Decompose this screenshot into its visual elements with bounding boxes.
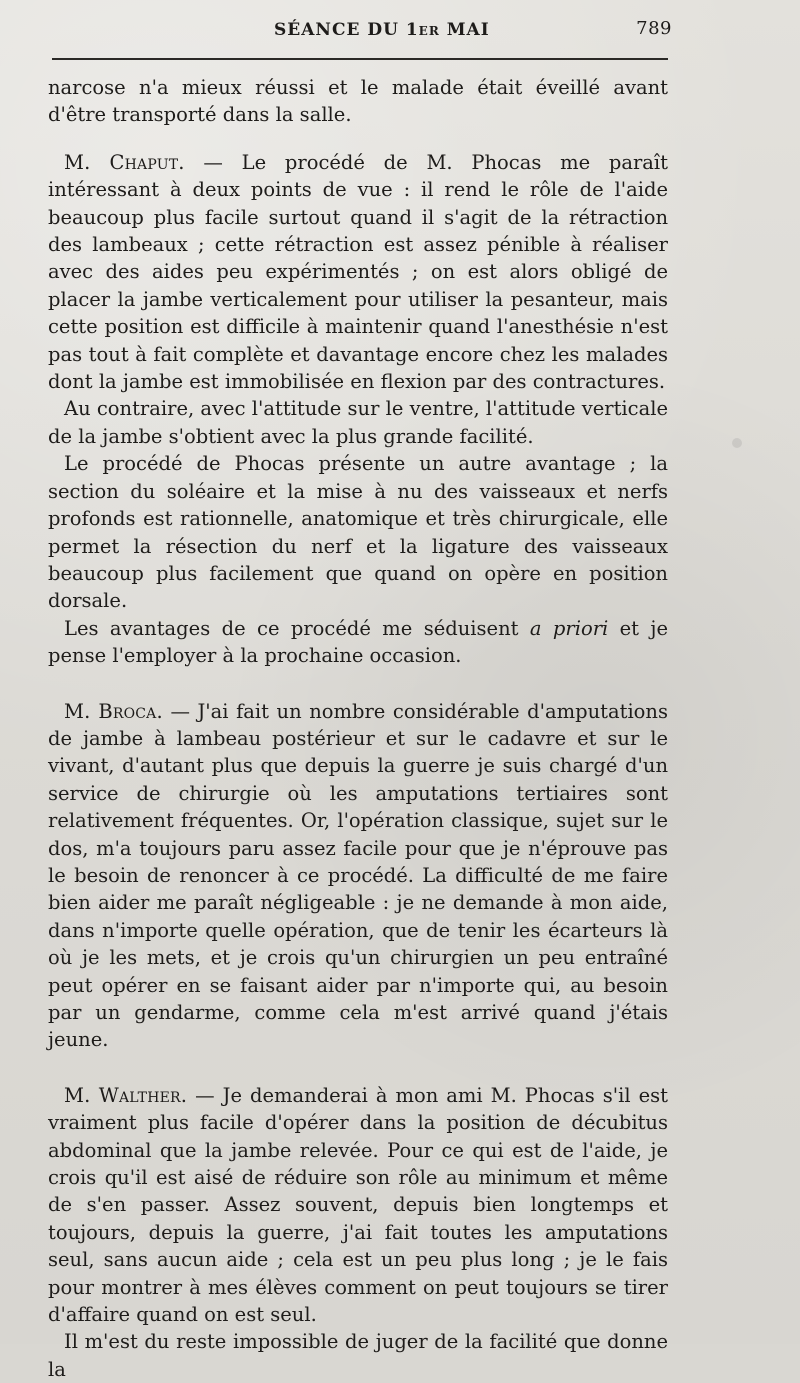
paragraph-text-after: et je pense l'employer à la prochaine occasion. [48, 616, 668, 668]
paragraph-text: Au contraire, avec l'attitude sur le ventre, l'attitude verticale de la jambe s'obtient avec la plus grande facilité. [48, 397, 668, 448]
page-header [52, 18, 672, 46]
paragraph-walther [48, 1082, 668, 1329]
paragraph-text-before: Les avantages de ce procédé me séduisent [64, 616, 530, 640]
paragraph-text: — J'ai fait un nombre considérable d'amputations de jambe à lambeau postérieur et sur le cadavre et sur le vivant, d'autant plus que depuis la guerre je suis chargé d'un service de chirurgie où les amputations tertiaires sont relativement fréquentes. Or, l'opération classique, sujet sur le dos, m'a toujours paru assez facile pour que je n'éprouve pas le besoin de renoncer à ce procédé. La difficulté de me faire bien aider me paraît négligeable : je ne demande à mon aide, dans n'importe quelle opération, que de tenir les écarteurs là où je les mets, et je crois qu'un chirurgien un peu entraîné peut opérer en se faisant aider par n'importe qui, au besoin par un gendarme, comme cela m'est arrivé quand j'étais jeune. [48, 699, 668, 1052]
paragraph-text: — Le procédé de M. Phocas me paraît intéressant à deux points de vue : il rend le rôle de l'aide beaucoup plus facile surtout quand il s'agit de la rétraction des lambeaux ; cette rétraction est assez pénible à réaliser avec des aides peu expérimentés ; on est alors obligé de placer la jambe verticalement pour utiliser la pesanteur, mais cette position est difficile à maintenir quand l'anesthésie n'est pas tout à fait complète et davantage encore chez les malades dont la jambe est immobilisée en flexion par des contractures. [48, 150, 668, 394]
page-number: 789 [636, 18, 672, 39]
paragraph-avantages [48, 615, 668, 670]
running-title: SÉANCE DU 1er MAI [274, 20, 490, 40]
paragraph-text: narcose n'a mieux réussi et le malade était éveillé avant d'être transporté dans la salle. [48, 76, 668, 127]
speaker-name: M. Walther. [64, 1083, 188, 1107]
document-body [48, 74, 668, 1383]
paragraph-phocas-advantage [48, 450, 668, 614]
speaker-name: M. Chaput. [64, 150, 185, 174]
paragraph-attitude [48, 395, 668, 450]
paragraph-final [48, 1328, 668, 1383]
paper-stain [732, 438, 742, 448]
header-rule [52, 58, 668, 60]
paragraph-broca [48, 698, 668, 1054]
paragraph-continuation [48, 74, 668, 129]
paragraph-text: Il m'est du reste impossible de juger de la facilité que donne la [48, 1330, 668, 1381]
italic-phrase: a priori [529, 616, 609, 640]
paragraph-text: Le procédé de Phocas présente un autre avantage ; la section du soléaire et la mise à nu des vaisseaux et nerfs profonds est rationnelle, anatomique et très chirurgicale, elle permet la résection du nerf et la ligature des vaisseaux beaucoup plus facilement que quand on opère en position dorsale. [48, 452, 668, 613]
paragraph-chaput [48, 149, 668, 396]
speaker-name: M. Broca. [64, 699, 163, 723]
paragraph-text: — Je demanderai à mon ami M. Phocas s'il est vraiment plus facile d'opérer dans la position de décubitus abdominal que la jambe relevée. Pour ce qui est de l'aide, je crois qu'il est aisé de réduire son rôle au minimum et même de s'en passer. Assez souvent, depuis bien longtemps et toujours, depuis la guerre, j'ai fait toutes les amputations seul, sans aucun aide ; cela est un peu plus long ; je le fais pour montrer à mes élèves comment on peut toujours se tirer d'affaire quand on est seul. [48, 1083, 668, 1327]
